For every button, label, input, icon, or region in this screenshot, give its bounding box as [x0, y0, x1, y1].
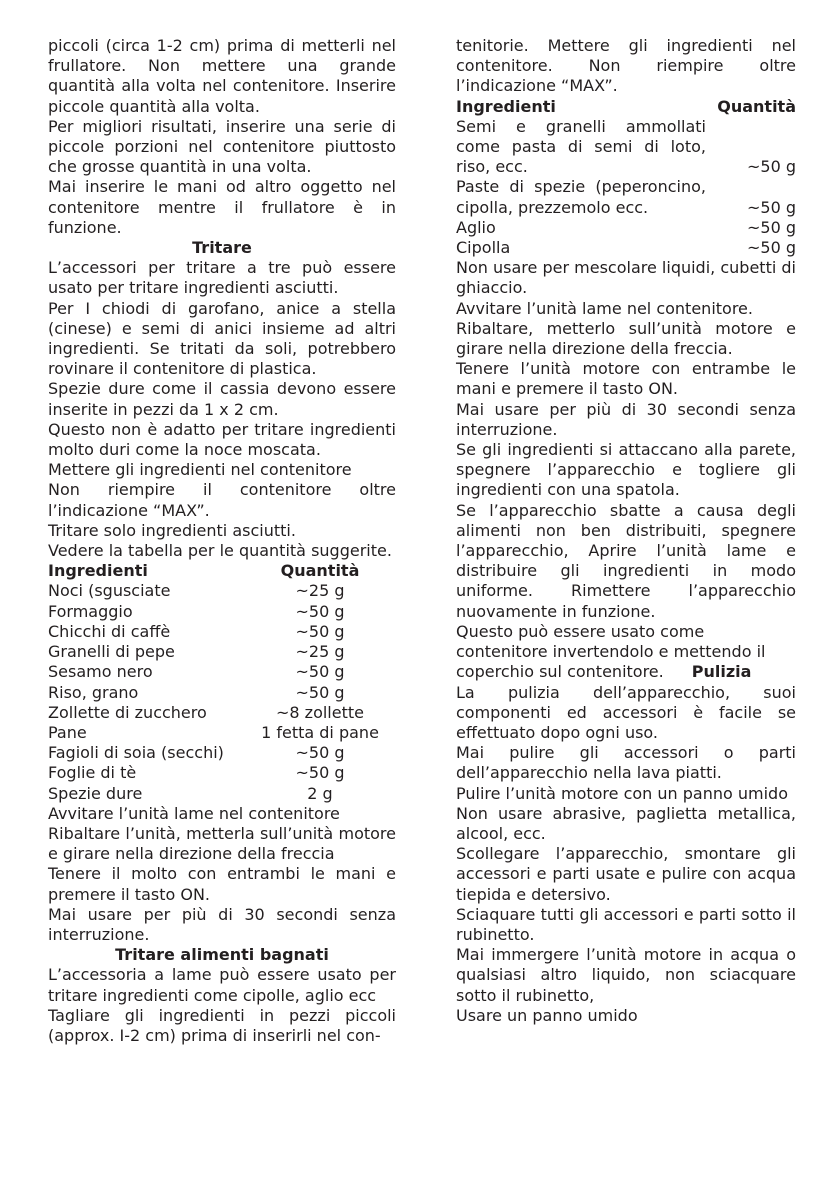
- paragraph: L’accessori per tritare a tre può essere usato per tritare ingredienti asciutti.: [48, 258, 396, 298]
- paragraph: tenitorie. Mettere gli ingredienti nel contenitore. Non riempire oltre l’indicazione “MAX”.: [456, 36, 796, 96]
- quantity-cell: ~50 g: [295, 743, 345, 763]
- ingredient-cell: Semi e granelli ammollati come pasta di semi di loto, riso, ecc.: [456, 116, 706, 177]
- quantity-cell: ~50 g: [295, 763, 345, 783]
- paragraph: Mai usare per più di 30 secondi senza interruzione.: [48, 904, 396, 944]
- table-header: [456, 97, 796, 117]
- table-row: [48, 622, 396, 642]
- quantity-cell: ~50 g: [746, 238, 796, 258]
- table-row: [456, 238, 796, 258]
- paragraph: Pulire l’unità motore con un panno umido: [456, 783, 788, 803]
- paragraph: Ribaltare l’unità, metterla sull’unità motore e girare nella direzione della freccia: [48, 823, 396, 864]
- quantity-cell: ~50 g: [746, 197, 796, 217]
- table-row: [48, 642, 396, 662]
- paragraph: Scollegare l’apparecchio, smontare gli accessori e parti usate e pulire con acqua tiepida e detersivo.: [456, 844, 796, 904]
- paragraph: Mai usare per più di 30 secondi senza interruzione.: [456, 399, 796, 439]
- paragraph: piccoli (circa 1-2 cm) prima di metterli nel frullatore. Non mettere una grande quantità alla volta nel contenitore. Inserire piccole quantità alla volta.: [48, 36, 396, 116]
- ingredient-cell: Riso, grano: [48, 682, 139, 702]
- paragraph: Ribaltare, metterlo sull’unità motore e girare nella direzione della freccia.: [456, 318, 796, 359]
- paragraph: Tenere il molto con entrambi le mani e premere il tasto ON.: [48, 864, 396, 904]
- table-row: [48, 662, 396, 682]
- ingredient-cell: Sesamo nero: [48, 662, 153, 682]
- quantity-cell: 1 fetta di pane: [261, 722, 379, 742]
- paragraph: La pulizia dell’apparecchio, suoi componenti ed accessori è facile se effettuato dopo ogni uso.: [456, 682, 796, 742]
- left-column: [48, 36, 396, 1046]
- section-heading-tritare-bagnati: Tritare alimenti bagnati: [115, 945, 329, 965]
- quantity-cell: ~25 g: [295, 642, 345, 662]
- paragraph: Avvitare l’unità lame nel contenitore: [48, 803, 340, 823]
- paragraph: Tagliare gli ingredienti in pezzi piccoli (approx. I-2 cm) prima di inserirli nel con-: [48, 1005, 396, 1045]
- paragraph: [456, 622, 796, 683]
- quantity-cell: ~50 g: [295, 682, 345, 702]
- paragraph: Tenere l’unità motore con entrambe le mani e premere il tasto ON.: [456, 359, 796, 399]
- table-row: [48, 683, 396, 703]
- paragraph: Non usare per mescolare liquidi, cubetti di ghiaccio.: [456, 258, 796, 298]
- quantity-cell: ~50 g: [295, 662, 345, 682]
- table-row: [48, 763, 396, 783]
- ingredient-cell: Zollette di zucchero: [48, 702, 207, 722]
- quantity-table-dry: [48, 561, 396, 803]
- paragraph: L’accessoria a lame può essere usato per tritare ingredienti come cipolle, aglio ecc: [48, 965, 396, 1005]
- table-row: [48, 743, 396, 763]
- quantity-cell: ~50 g: [746, 217, 796, 237]
- right-column: [456, 36, 796, 1026]
- paragraph: Mai pulire gli accessori o parti dell’apparecchio nella lava piatti.: [456, 743, 796, 783]
- paragraph: Mai immergere l’unità motore in acqua o qualsiasi altro liquido, non sciacquare sotto il rubinetto,: [456, 945, 796, 1005]
- section-heading-pulizia: Pulizia: [691, 662, 752, 682]
- paragraph: Se gli ingredienti si attaccano alla parete, spegnere l’apparecchio e togliere gli ingredienti con una spatola.: [456, 440, 796, 500]
- quantity-table-wet: [456, 97, 796, 259]
- table-row: [456, 218, 796, 238]
- table-row: [456, 117, 796, 178]
- quantity-cell: 2 g: [307, 783, 333, 803]
- ingredient-cell: Cipolla: [456, 238, 511, 258]
- paragraph: Per I chiodi di garofano, anice a stella (cinese) e semi di anici insieme ad altri ingredienti. Se tritati da soli, potrebbero rovinare il contenitore di plastica.: [48, 298, 396, 379]
- table-row: [48, 581, 396, 601]
- quantity-cell: ~50 g: [295, 601, 345, 621]
- paragraph: Per migliori risultati, inserire una serie di piccole porzioni nel contenitore piuttosto che grosse quantità in una volta.: [48, 116, 396, 177]
- table-header-cell: Quantità: [280, 561, 360, 581]
- quantity-cell: ~50 g: [295, 621, 345, 641]
- ingredient-cell: Fagioli di soia (secchi): [48, 743, 224, 763]
- paragraph: Mettere gli ingredienti nel contenitore: [48, 460, 352, 480]
- quantity-cell: ~8 zollette: [276, 702, 364, 722]
- ingredient-cell: Aglio: [456, 217, 496, 237]
- ingredient-cell: Pane: [48, 722, 87, 742]
- paragraph: Sciaquare tutti gli accessori e parti sotto il rubinetto.: [456, 904, 796, 944]
- table-row: [48, 703, 396, 723]
- ingredient-cell: Granelli di pepe: [48, 642, 175, 662]
- ingredient-cell: Paste di spezie (peperoncino, cipolla, prezzemolo ecc.: [456, 177, 706, 217]
- paragraph: Vedere la tabella per le quantità suggerite.: [48, 541, 392, 561]
- quantity-cell: ~50 g: [746, 157, 796, 177]
- paragraph: Se l’apparecchio sbatte a causa degli alimenti non ben distribuiti, spegnere l’apparecchio, Aprire l’unità lame e distribuire gli ingredienti in modo uniforme. Rimettere l’apparecchio nuovamente in funzione.: [456, 500, 796, 621]
- ingredient-cell: Formaggio: [48, 601, 133, 621]
- paragraph: Mai inserire le mani od altro oggetto nel contenitore mentre il frullatore è in funzione.: [48, 177, 396, 237]
- paragraph: Questo non è adatto per tritare ingredienti molto duri come la noce moscata.: [48, 419, 396, 460]
- table-row: [456, 177, 796, 217]
- table-header-cell: Ingredienti: [48, 561, 148, 581]
- ingredient-cell: Chicchi di caffè: [48, 621, 171, 641]
- table-row: [48, 723, 396, 743]
- quantity-cell: ~25 g: [295, 581, 345, 601]
- table-row: [48, 602, 396, 622]
- paragraph: Usare un panno umido: [456, 1005, 638, 1025]
- paragraph: Spezie dure come il cassia devono essere inserite in pezzi da 1 x 2 cm.: [48, 379, 396, 419]
- table-row: [48, 784, 396, 804]
- paragraph: Non usare abrasive, paglietta metallica, alcool, ecc.: [456, 803, 796, 843]
- paragraph: Avvitare l’unità lame nel contenitore.: [456, 298, 753, 318]
- ingredient-cell: Noci (sgusciate: [48, 581, 171, 601]
- table-header-cell: Quantità: [717, 96, 796, 116]
- table-header-cell: Ingredienti: [456, 96, 556, 116]
- ingredient-cell: Spezie dure: [48, 783, 143, 803]
- paragraph: Non riempire il contenitore oltre l’indicazione “MAX”.: [48, 480, 396, 520]
- paragraph: Tritare solo ingredienti asciutti.: [48, 520, 296, 540]
- table-header: [48, 561, 396, 581]
- ingredient-cell: Foglie di tè: [48, 763, 137, 783]
- paragraph-text: Questo può essere usato come contenitore invertendolo e mettendo il coperchio sul contenitore.: [456, 621, 766, 682]
- section-heading-tritare: Tritare: [192, 238, 252, 258]
